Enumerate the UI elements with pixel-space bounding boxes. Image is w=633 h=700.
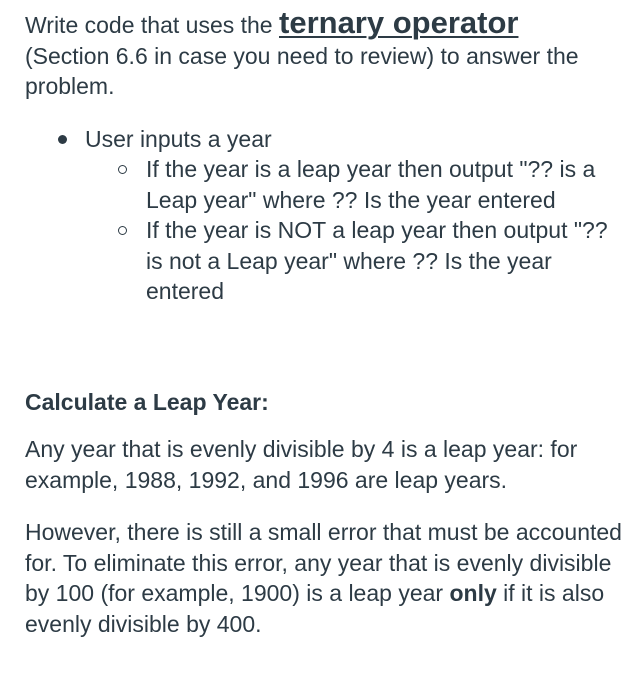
- exception-paragraph: [25, 517, 625, 639]
- bullet-circle-icon: [118, 165, 127, 174]
- exception-text-before: However, there is still a small error that must be accounted for. To eliminate this error, any year that is evenly divisible by 100 (for example, 1900) is a leap year: [25, 519, 622, 606]
- intro-prefix: Write code that uses the: [25, 12, 279, 38]
- list-item-text: User inputs a year: [85, 125, 272, 152]
- list-item: [85, 124, 625, 307]
- sub-list: [85, 154, 625, 307]
- divisible-by-4-paragraph: Any year that is evenly divisible by 4 is a leap year: for example, 1988, 1992, and 1996 are leap years.: [25, 436, 578, 493]
- intro-rest: (Section 6.6 in case you need to review) to answer the problem.: [25, 42, 579, 99]
- intro-line: [25, 5, 519, 40]
- section-heading: Calculate a Leap Year:: [25, 388, 269, 415]
- sub-list-item: [146, 215, 625, 307]
- intro-paragraph: [25, 5, 625, 102]
- sub-list-item: [146, 154, 625, 215]
- bullet-disc-icon: [58, 135, 67, 144]
- emphasis-only: only: [449, 580, 497, 606]
- exception-text-after: if it is also evenly divisible by 400.: [25, 580, 605, 637]
- bullet-circle-icon: [118, 226, 127, 235]
- requirements-list: [25, 124, 625, 307]
- sub-list-item-text: If the year is a leap year then output "?? is a Leap year" where ?? Is the year entered: [146, 156, 596, 213]
- assignment-content: [25, 5, 625, 639]
- sub-list-item-text: If the year is NOT a leap year then output "?? is not a Leap year" where ?? Is the year entered: [146, 217, 608, 304]
- ternary-operator-link[interactable]: ternary operator: [279, 5, 519, 40]
